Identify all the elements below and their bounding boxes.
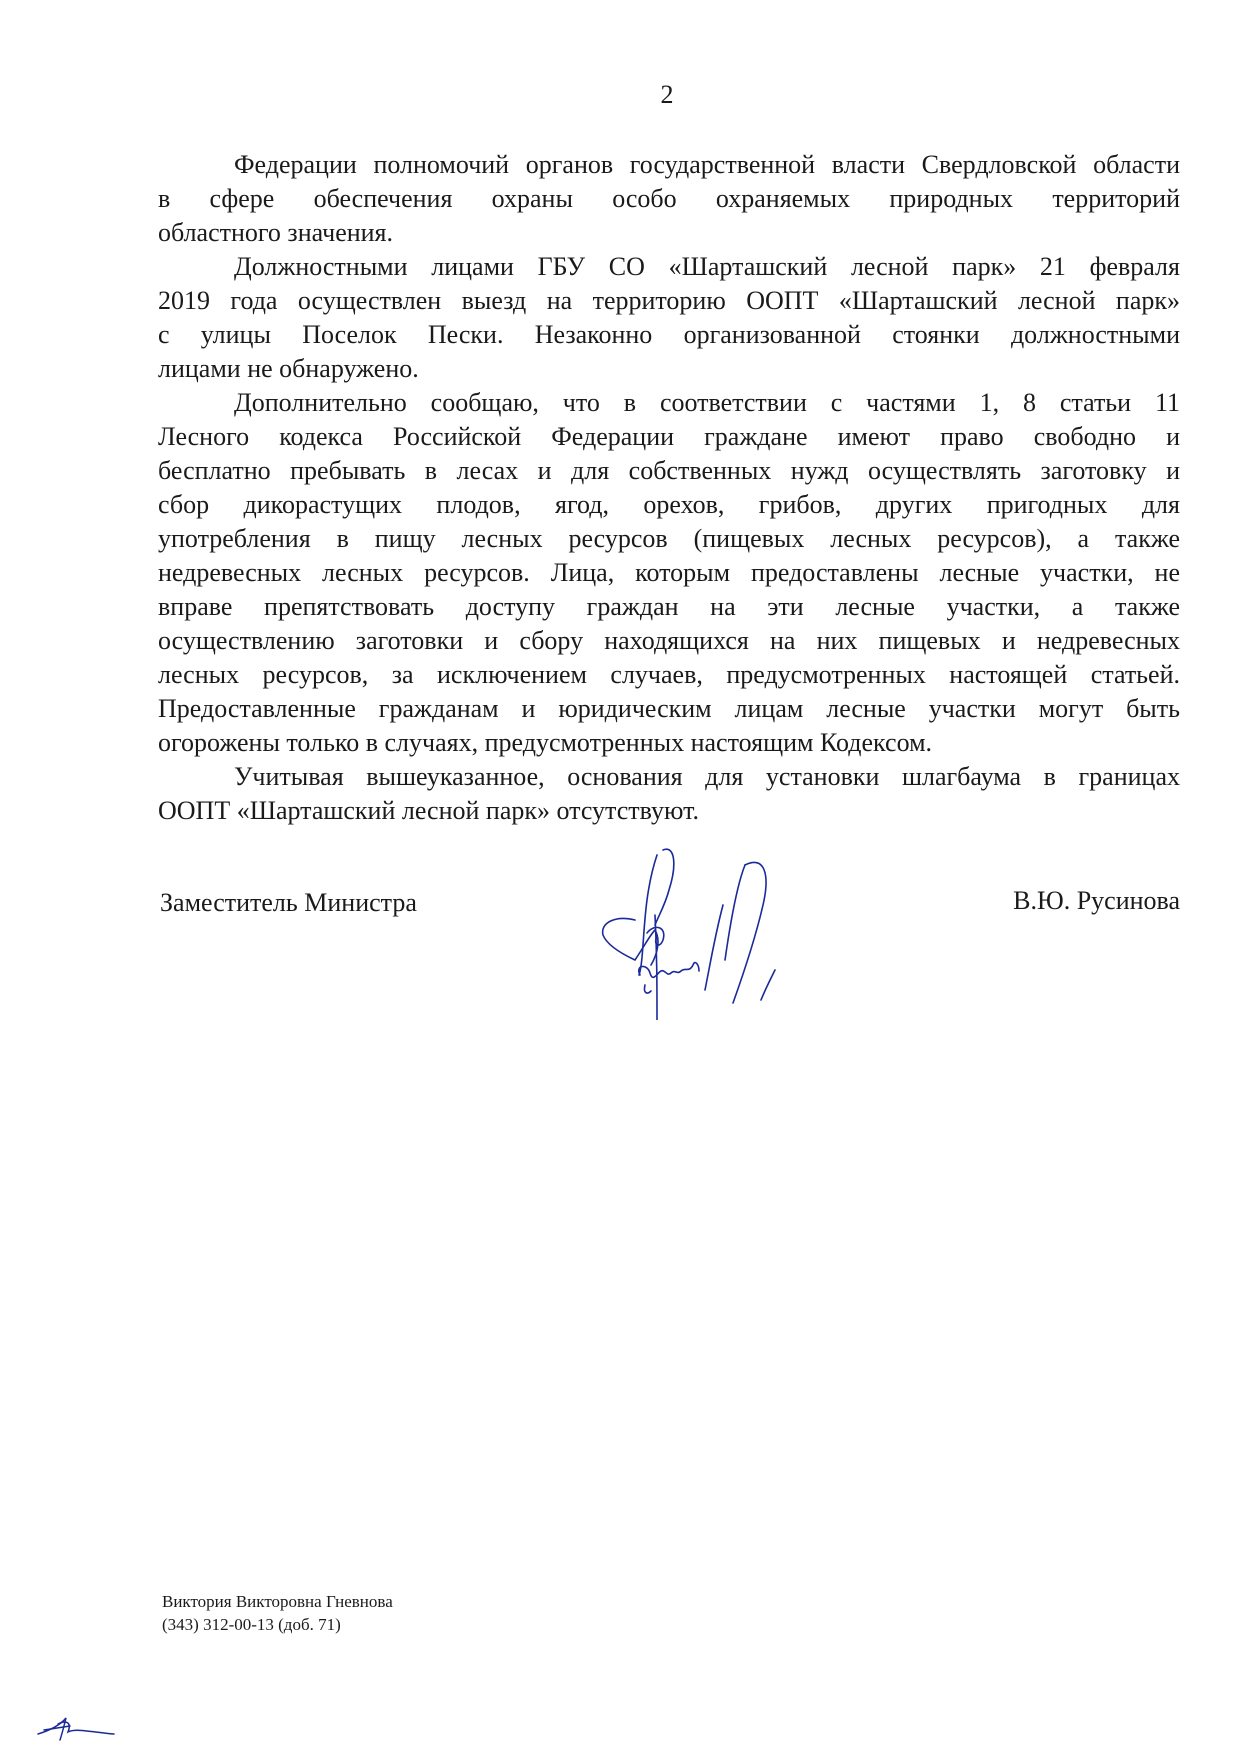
text-line: бесплатно пребывать в лесах и для собственных нужд осуществлять заготовку и [158,456,1180,485]
text-line: вправе препятствовать доступу граждан на эти лесные участки, а также [158,592,1180,621]
contact-phone: (343) 312-00-13 (доб. 71) [162,1615,341,1634]
text-line: Лесного кодекса Российской Федерации граждане имеют право свободно и [158,422,1180,451]
text-line: ООПТ «Шарташский лесной парк» отсутствуют. [158,796,699,825]
text-line: огорожены только в случаях, предусмотренных настоящим Кодексом. [158,728,933,757]
text-line: Должностными лицами ГБУ СО «Шарташский лесной парк» 21 февраля [234,252,1180,281]
text-line: областного значения. [158,218,394,247]
signatory-title: Заместитель Министра [160,888,417,917]
text-line: Дополнительно сообщаю, что в соответствии с частями 1, 8 статьи 11 [234,388,1180,417]
text-line: употребления в пищу лесных ресурсов (пищевых лесных ресурсов), а также [158,524,1180,553]
paragraph [158,386,1180,760]
contact-info [162,1590,393,1636]
contact-name: Виктория Викторовна Гневнова [162,1592,393,1611]
text-line: с улицы Поселок Пески. Незаконно организованной стоянки должностными [158,320,1180,349]
page-number: 2 [660,80,674,109]
paragraph [158,250,1180,386]
text-line: лесных ресурсов, за исключением случаев, предусмотренных настоящей статьей. [158,660,1180,689]
text-line: недревесных лесных ресурсов. Лица, которым предоставлены лесные участки, не [158,558,1180,587]
text-line: Федерации полномочий органов государственной власти Свердловской области [234,150,1180,179]
text-line: лицами не обнаружено. [158,354,419,383]
initials-mark [36,1712,116,1742]
text-line: в сфере обеспечения охраны особо охраняемых природных территорий [158,184,1180,213]
handwritten-signature [595,845,820,1020]
paragraph [158,148,1180,250]
text-line: осуществлению заготовки и сбору находящихся на них пищевых и недревесных [158,626,1180,655]
letter-body [158,148,1180,828]
text-line: Предоставленные гражданам и юридическим лицам лесные участки могут быть [158,694,1180,723]
text-line: сбор дикорастущих плодов, ягод, орехов, грибов, других пригодных для [158,490,1180,519]
paragraph [158,760,1180,828]
text-line: 2019 года осуществлен выезд на территорию ООПТ «Шарташский лесной парк» [158,286,1180,315]
signatory-name: В.Ю. Русинова [1013,886,1180,915]
text-line: Учитывая вышеуказанное, основания для установки шлагбаума в границах [234,762,1180,791]
